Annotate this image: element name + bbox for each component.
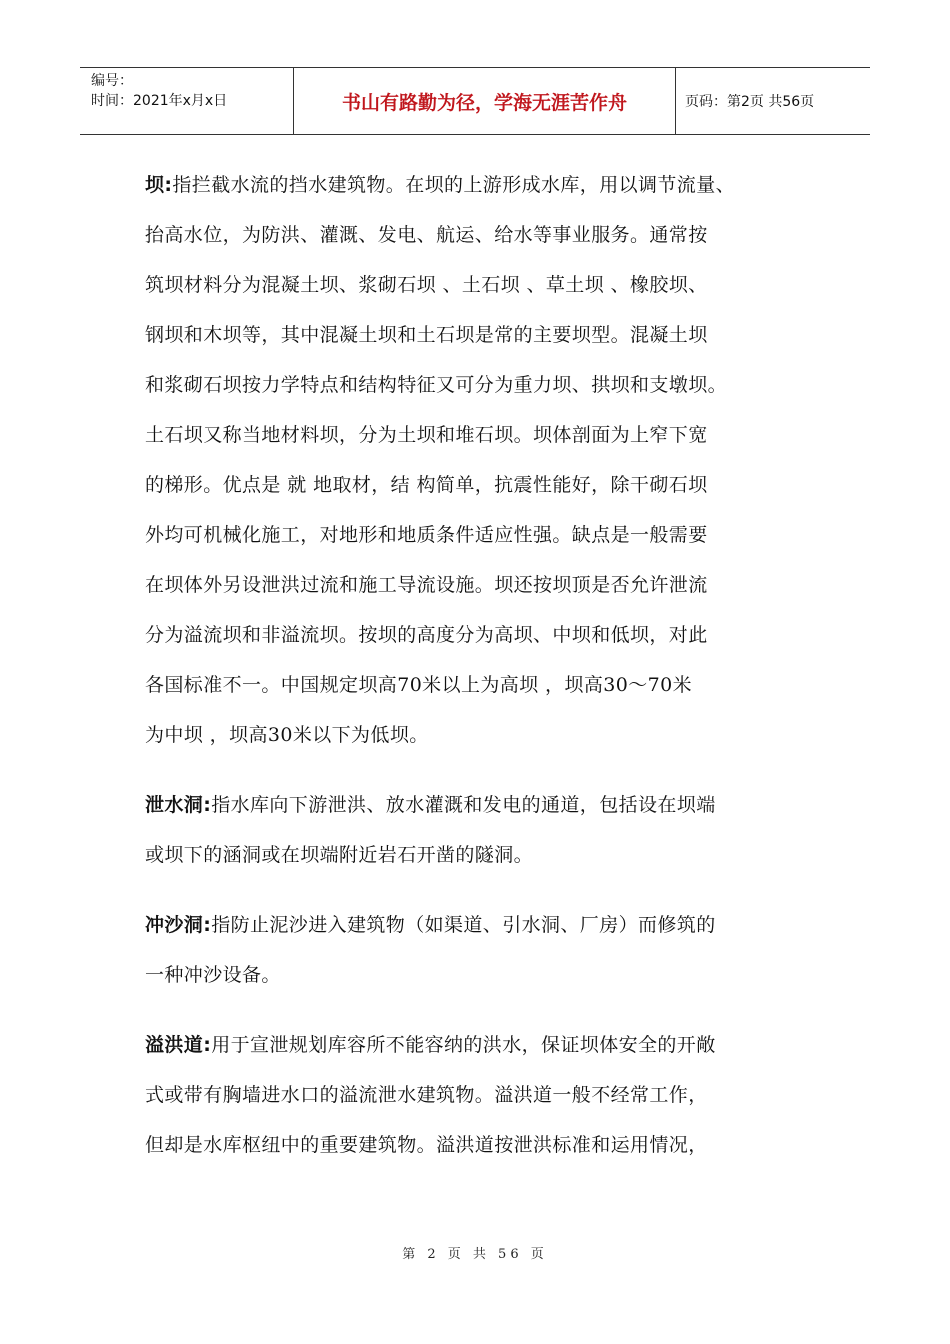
- document-number-label: 编号：: [91, 73, 133, 89]
- term-heading: 溢洪道:: [145, 1034, 212, 1056]
- text-line: 或坝下的涵洞或在坝端附近岩石开凿的隧洞。: [145, 844, 534, 866]
- text-line: 分为溢流坝和非溢流坝。按坝的高度分为高坝、中坝和低坝，对此: [145, 624, 708, 646]
- text-line: 式或带有胸墙进水口的溢流泄水建筑物。溢洪道一般不经常工作，: [145, 1084, 708, 1106]
- text-line: 但却是水库枢纽中的重要建筑物。溢洪道按泄洪标准和运用情况，: [145, 1134, 708, 1156]
- document-body: [145, 160, 825, 1190]
- text-line: 和浆砌石坝按力学特点和结构特征又可分为重力坝、拱坝和支墩坝。: [145, 374, 728, 396]
- header-meta: [80, 68, 294, 134]
- text-line: 溢洪道:用于宣泄规划库容所不能容纳的洪水，保证坝体安全的开敞: [145, 1034, 716, 1056]
- text-line: 的梯形。优点是 就 地取材，结 构简单，抗震性能好，除干砌石坝: [145, 474, 708, 496]
- term-heading: 坝:: [145, 174, 173, 196]
- text-line: 筑坝材料分为混凝土坝、浆砌石坝 、土石坝 、草土坝 、橡胶坝、: [145, 274, 708, 296]
- text-line: 泄水洞:指水库向下游泄洪、放水灌溉和发电的通道，包括设在坝端: [145, 794, 716, 816]
- text-line: 为中坝 ，坝高30米以下为低坝。: [145, 724, 429, 746]
- document-date: 时间：2021年x月x日: [91, 93, 228, 109]
- term-heading: 冲沙洞:: [145, 914, 212, 936]
- definition-paragraph: [145, 1020, 825, 1170]
- page-header: [80, 67, 870, 135]
- definition-paragraph: [145, 900, 825, 1000]
- text-line: 冲沙洞:指防止泥沙进入建筑物（如渠道、引水洞、厂房）而修筑的: [145, 914, 716, 936]
- header-motto: 书山有路勤为径，学海无涯苦作舟: [294, 68, 676, 134]
- definition-paragraph: [145, 780, 825, 880]
- text-line: 土石坝又称当地材料坝，分为土坝和堆石坝。坝体剖面为上窄下宽: [145, 424, 708, 446]
- term-heading: 泄水洞:: [145, 794, 212, 816]
- text-line: 钢坝和木坝等，其中混凝土坝和土石坝是常的主要坝型。混凝土坝: [145, 324, 708, 346]
- definition-paragraph: [145, 160, 825, 760]
- text-line: 外均可机械化施工，对地形和地质条件适应性强。缺点是一般需要: [145, 524, 708, 546]
- text-line: 抬高水位，为防洪、灌溉、发电、航运、给水等事业服务。通常按: [145, 224, 708, 246]
- text-line: 各国标准不一。中国规定坝高70米以上为高坝 ，坝高30～70米: [145, 674, 692, 696]
- text-line: 一种冲沙设备。: [145, 964, 281, 986]
- text-line: 在坝体外另设泄洪过流和施工导流设施。坝还按坝顶是否允许泄流: [145, 574, 708, 596]
- page-footer: 第 2 页 共 56 页: [402, 1247, 548, 1262]
- header-page-number: 页码：第2页 共56页: [685, 94, 815, 110]
- text-line: 坝:指拦截水流的挡水建筑物。在坝的上游形成水库，用以调节流量、: [145, 174, 736, 196]
